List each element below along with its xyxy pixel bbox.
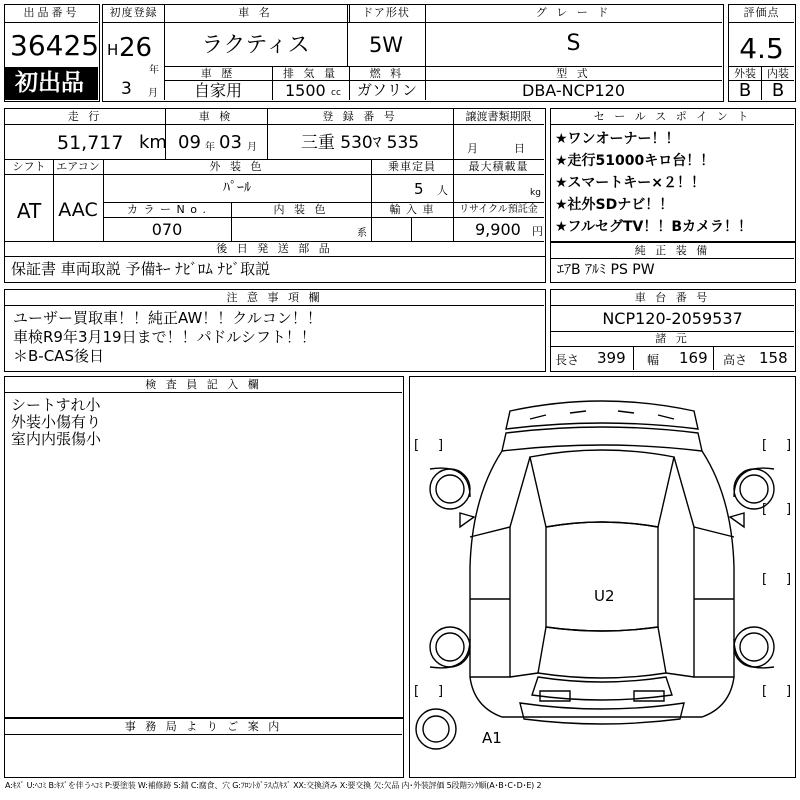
fuel-label: 燃 料 <box>369 67 405 80</box>
chassis-box <box>550 289 796 372</box>
lot-box <box>4 4 100 102</box>
chassis-value: NCP120-2059537 <box>602 309 743 328</box>
capacity-label: 乗車定員 <box>388 160 436 173</box>
sales-point-item: ★スマートキー×２！！ <box>555 175 706 191</box>
length-value: 399 <box>597 349 626 367</box>
mileage-value: 51,717 <box>57 132 124 154</box>
header-grid <box>102 4 724 102</box>
inspector-label: 検 査 員 記 入 欄 <box>145 378 262 391</box>
ac-label: エアコン <box>56 160 100 173</box>
damage-mark-rear-bumper: A1 <box>482 729 502 747</box>
length-label: 長さ <box>555 353 580 367</box>
recycle-value: 9,900 <box>475 220 521 239</box>
first-reg-era: H <box>107 41 119 59</box>
history-label: 車 歴 <box>200 67 236 80</box>
svg-text:]: ] <box>438 438 444 453</box>
mileage-unit: km <box>139 132 167 153</box>
int-color-unit: 系 <box>357 228 367 239</box>
sales-point-item: ★ワンオーナー！！ <box>555 131 680 147</box>
sales-points-box <box>550 108 796 242</box>
exterior-grade-value: B <box>738 80 752 101</box>
first-listing-badge-text: 初出品 <box>15 70 84 96</box>
ext-color-label: 外 装 色 <box>209 160 265 173</box>
mileage-label: 走 行 <box>67 110 103 123</box>
later-parts-box <box>4 256 546 283</box>
max-load-label: 最大積載量 <box>468 160 529 173</box>
lot-label: 出品番号 <box>23 6 80 19</box>
displacement-label: 排 気 量 <box>283 67 338 80</box>
exterior-grade-label: 外装 <box>734 67 756 80</box>
genuine-equipment-label: 純 正 装 備 <box>634 244 711 257</box>
recycle-label: リサイクル預託金 <box>459 204 538 215</box>
svg-text:[: [ <box>762 572 768 587</box>
genuine-equipment-value: ｴｱB ｱﾙﾐ PS PW <box>557 262 655 278</box>
genuine-equipment-box <box>550 242 796 283</box>
spec-grid <box>4 108 546 258</box>
car-diagram <box>410 377 794 776</box>
first-reg-year: 26 <box>119 33 153 63</box>
inspection-month: 03 <box>219 132 242 153</box>
sales-point-item: ★社外SDナビ！！ <box>555 197 674 213</box>
car-name: ラクティス <box>201 33 310 58</box>
notes-box <box>4 289 546 372</box>
first-reg-label: 初度登録 <box>109 6 158 19</box>
inspection-year-unit: 年 <box>205 142 215 153</box>
plate-value: 三重 530ﾏ 535 <box>300 133 420 153</box>
width-value: 169 <box>679 349 708 367</box>
svg-text:[: [ <box>762 684 768 699</box>
svg-text:[: [ <box>762 438 768 453</box>
svg-text:[: [ <box>414 684 420 699</box>
inspector-comment: 室内内張傷小 <box>11 430 102 448</box>
transfer-day-unit: 日 <box>514 142 525 155</box>
car-name-label: 車 名 <box>238 6 273 19</box>
dims-label: 諸 元 <box>655 332 690 345</box>
svg-text:]: ] <box>786 684 792 699</box>
notes-label: 注 意 事 項 欄 <box>226 291 323 304</box>
legend-text: A:ｷｽﾞ U:ﾍｺﾐ B:ｷｽﾞを伴うﾍｺﾐ P:要塗装 W:補修跡 S:錆 C:腐食、穴 G:ﾌﾛﾝﾄｶﾞﾗｽ点ｷｽﾞ XX:交換済み X:要交換 欠:欠品 内･外装評価 5段階ﾗﾝｸ順(A･B･C･D･E) 2 <box>5 781 542 790</box>
svg-text:]: ] <box>786 438 792 453</box>
lot-number: 36425 <box>10 29 100 62</box>
later-parts-value: 保証書 車両取説 予備ｷｰ ﾅﾋﾞﾛﾑ ﾅﾋﾞ取説 <box>11 260 271 278</box>
car-diagram-box <box>409 376 796 778</box>
displacement-unit: cc <box>331 88 341 98</box>
height-value: 158 <box>759 349 788 367</box>
inspector-comment: シートすれ小 <box>11 396 101 414</box>
shift-label: シフト <box>12 160 46 173</box>
plate-label: 登 録 番 号 <box>322 110 398 123</box>
transfer-month-unit: 月 <box>467 142 478 155</box>
width-label: 幅 <box>647 353 660 367</box>
score-box <box>728 4 796 102</box>
capacity-value: 5 <box>414 180 424 198</box>
score-value: 4.5 <box>739 32 784 65</box>
model-code-value: DBA-NCP120 <box>522 81 625 100</box>
height-label: 高さ <box>723 353 748 367</box>
svg-text:[: [ <box>762 502 768 517</box>
note-line: ユーザー買取車！！純正AW！！クルコン！！ <box>13 309 322 327</box>
score-label: 評価点 <box>743 6 780 19</box>
note-line: ＊B-CAS後日 <box>13 347 104 365</box>
shift-value: AT <box>16 199 42 223</box>
color-no-value: 070 <box>151 220 183 239</box>
svg-text:]: ] <box>438 684 444 699</box>
color-no-label: カ ラ ー N o . <box>127 203 207 216</box>
recycle-unit: 円 <box>532 225 543 238</box>
office-label: 事 務 局 よ り ご 案 内 <box>124 720 283 733</box>
max-load-unit: kg <box>530 188 541 198</box>
inspector-box <box>4 376 404 718</box>
svg-text:]: ] <box>786 572 792 587</box>
fuel-value: ガソリン <box>356 81 417 99</box>
capacity-unit: 人 <box>437 184 448 197</box>
note-line: 車検R9年3月19日まで！！パドルシフト！！ <box>13 328 316 346</box>
inspection-year: 09 <box>178 132 201 153</box>
inspection-month-unit: 月 <box>247 142 257 153</box>
year-unit: 年 <box>149 65 159 76</box>
first-reg-month: 3 <box>121 79 132 99</box>
ext-color-value: ﾊﾟｰﾙ <box>223 180 251 196</box>
grade-value: S <box>566 31 581 56</box>
svg-text:]: ] <box>786 502 792 517</box>
displacement-value: 1500 <box>285 81 326 100</box>
inspector-comment: 外装小傷有り <box>11 413 102 431</box>
grade-label: グ レ ー ド <box>535 6 612 19</box>
damage-mark-roof: U2 <box>594 587 615 605</box>
transfer-label: 譲渡書類期限 <box>465 110 532 123</box>
door-value: 5W <box>368 33 404 57</box>
sales-points-label: セ ー ル ス ポ イ ン ト <box>593 110 752 123</box>
ac-value: AAC <box>58 199 98 221</box>
model-code-label: 型 式 <box>556 67 591 80</box>
door-label: ドア形状 <box>362 6 410 19</box>
history-value: 自家用 <box>193 81 242 100</box>
import-label: 輸 入 車 <box>389 203 435 216</box>
sales-point-item: ★フルセグTV！！Bカメラ！！ <box>555 219 753 235</box>
svg-text:[: [ <box>414 438 420 453</box>
interior-grade-value: B <box>771 80 785 101</box>
month-unit: 月 <box>148 88 158 99</box>
inspection-label: 車 検 <box>198 110 234 123</box>
later-parts-label: 後 日 発 送 部 品 <box>216 242 333 255</box>
interior-grade-label: 内装 <box>767 67 789 80</box>
chassis-label: 車 台 番 号 <box>634 291 711 304</box>
office-box <box>4 718 404 778</box>
int-color-label: 内 装 色 <box>273 203 329 216</box>
sales-point-item: ★走行51000キロ台！！ <box>555 153 715 169</box>
